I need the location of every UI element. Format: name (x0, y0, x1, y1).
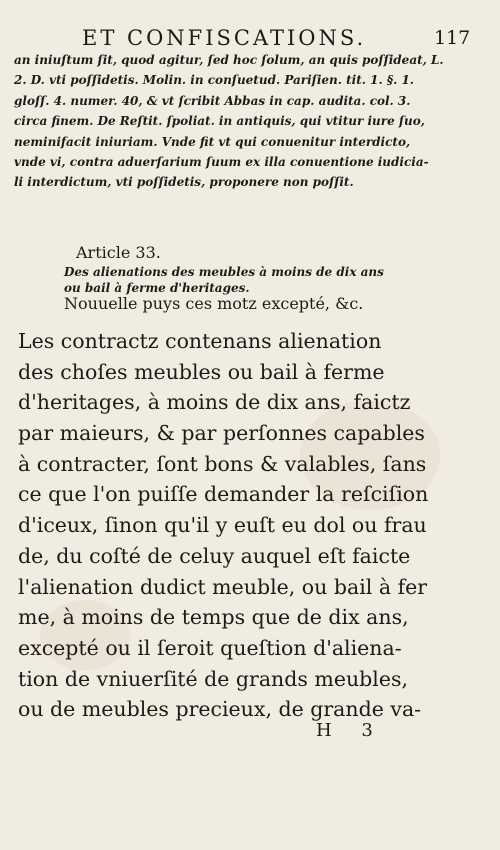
body-line: excepté ou il ſeroit queſtion d'aliena- (18, 635, 402, 660)
body-line: d'iceux, ſinon qu'il y euſt eu dol ou frau (18, 513, 427, 538)
commentary-line: vnde vi, contra aduerſarium ſuum ex illa conuentione iudicia- (14, 154, 429, 169)
body-line: à contracter, ſont bons & valables, ſans (18, 451, 427, 476)
article-body (18, 326, 476, 725)
commentary-block (14, 50, 490, 193)
page-number: 117 (434, 27, 471, 49)
body-line: de, du coſté de celuy auquel eſt faicte (18, 543, 411, 568)
commentary-line: li interdictum, vti poſſidetis, proponere non poſſit. (14, 175, 354, 190)
article-note: Nouuelle puys ces motz excepté, &c. (64, 294, 364, 313)
running-title: ET CONFISCATIONS. (82, 26, 367, 50)
article-title: Article 33. (76, 243, 161, 262)
body-line: par maieurs, & par perſonnes capables (18, 421, 425, 446)
commentary-line: 2. D. vti poſſidetis. Molin. in conſuetud. Pariſien. tit. 1. §. 1. (14, 73, 414, 88)
body-line: tion de vniuerſité de grands meubles, (18, 666, 409, 691)
commentary-line: neminifacit iniuriam. Vnde fit vt qui conuenitur interdicto, (14, 134, 411, 149)
body-line: ce que l'on puiſſe demander la reſciſion (18, 482, 429, 507)
body-line: Les contractz contenans alienation (18, 329, 382, 353)
commentary-line: an iniuſtum ſit, quod agitur, ſed hoc ſolum, an quis poſſideat, L. (14, 53, 444, 67)
signature-mark: H 3 (316, 720, 385, 741)
body-line: des choſes meubles ou bail à ferme (18, 359, 385, 384)
article-subtitle-line: ou bail à ferme d'heritages. (64, 281, 250, 295)
body-line: l'alienation dudict meuble, ou bail à fer (18, 574, 428, 599)
body-line: d'heritages, à moins de dix ans, faictz (18, 390, 411, 415)
article-subtitle-line: Des alienations des meubles à moins de dix ans (64, 265, 384, 279)
body-line: me, à moins de temps que de dix ans, (18, 605, 409, 630)
commentary-line: gloſſ. 4. numer. 40, & vt ſcribit Abbas in cap. audita. col. 3. (14, 93, 411, 108)
commentary-line: circa finem. De Reſtit. ſpoliat. in antiquis, qui vtitur iure ſuo, (14, 114, 425, 129)
body-line: ou de meubles precieux, de grande va- (18, 697, 422, 722)
